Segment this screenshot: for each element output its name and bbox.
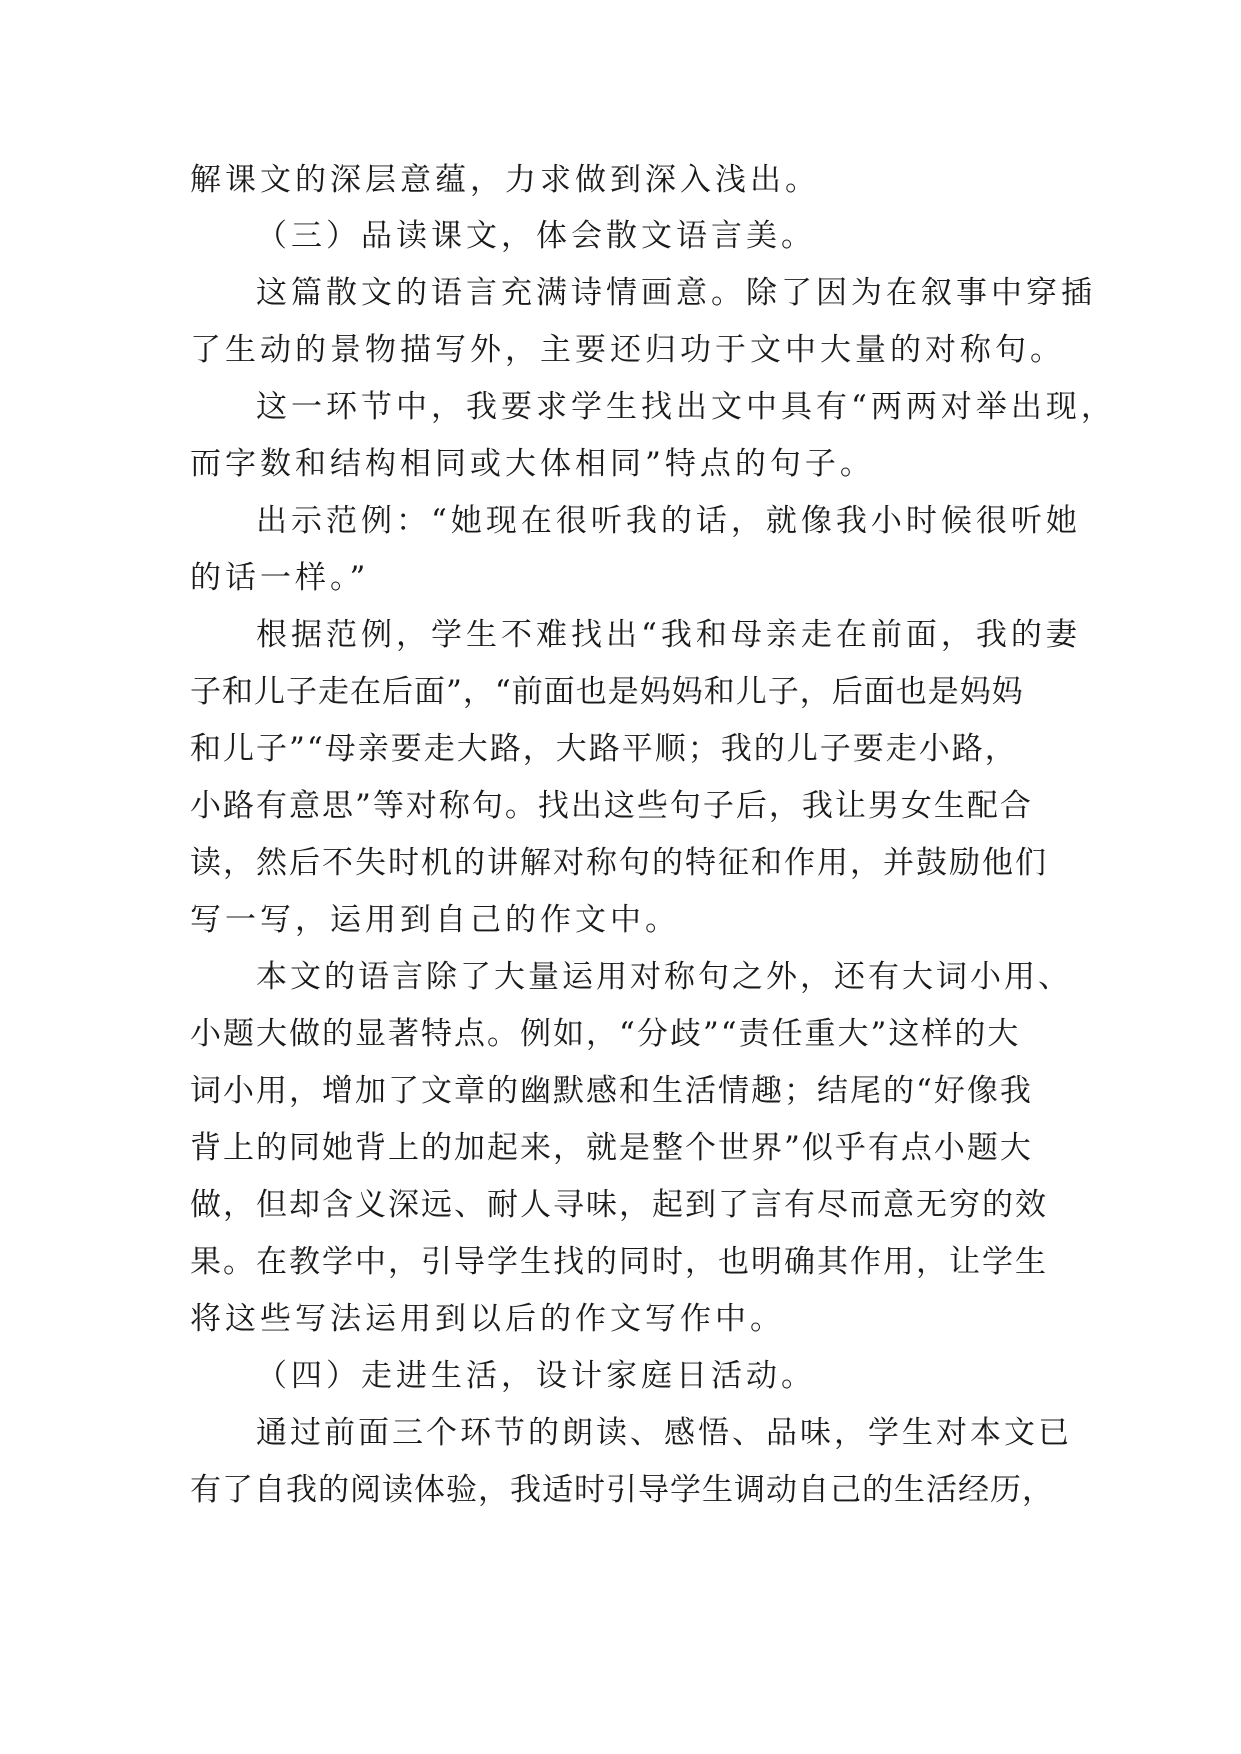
text-line: 本文的语言除了大量运用对称句之外，还有大词小用、: [256, 959, 1072, 995]
text-line: 这一环节中，我要求学生找出文中具有“两两对举出现，: [256, 389, 1116, 425]
text-line: 词小用，增加了文章的幽默感和生活情趣；结尾的“好像我: [190, 1073, 1033, 1109]
text-line: 果。在教学中，引导学生找的同时，也明确其作用，让学生: [190, 1244, 1048, 1280]
text-line: 根据范例，学生不难找出“我和母亲走在前面，我的妻: [256, 617, 1081, 653]
text-line: 写一写，运用到自己的作文中。: [190, 902, 680, 938]
text-line: 子和儿子走在后面”，“前面也是妈妈和儿子，后面也是妈妈: [190, 674, 1024, 710]
text-line: 将这些写法运用到以后的作文写作中。: [190, 1301, 785, 1337]
section-heading: （三）品读课文，体会散文语言美。: [256, 218, 816, 254]
text-line: 的话一样。”: [190, 560, 370, 596]
text-line: 小路有意思”等对称句。找出这些句子后，我让男女生配合: [190, 788, 1033, 824]
text-line: 解课文的深层意蕴，力求做到深入浅出。: [190, 162, 820, 198]
text-line: 有了自我的阅读体验，我适时引导学生调动自己的生活经历，: [190, 1472, 1054, 1508]
text-line: 出示范例：“她现在很听我的话，就像我小时候很听她: [256, 503, 1081, 539]
text-line: 读，然后不失时机的讲解对称句的特征和作用，并鼓励他们: [190, 845, 1048, 881]
text-line: 而字数和结构相同或大体相同”特点的句子。: [190, 446, 875, 482]
text-line: 通过前面三个环节的朗读、感悟、品味，学生对本文已: [256, 1415, 1072, 1451]
text-line: 做，但却含义深远、耐人寻味，起到了言有尽而意无穷的效: [190, 1187, 1048, 1223]
text-line: 小题大做的显著特点。例如，“分歧”“责任重大”这样的大: [190, 1016, 1021, 1052]
text-line: 和儿子”“母亲要走大路，大路平顺；我的儿子要走小路，: [190, 731, 1018, 767]
section-heading: （四）走进生活，设计家庭日活动。: [256, 1358, 816, 1394]
text-line: 了生动的景物描写外，主要还归功于文中大量的对称句。: [190, 332, 1065, 368]
text-line: 背上的同她背上的加起来，就是整个世界”似乎有点小题大: [190, 1130, 1033, 1166]
text-line: 这篇散文的语言充满诗情画意。除了因为在叙事中穿插: [256, 275, 1096, 311]
